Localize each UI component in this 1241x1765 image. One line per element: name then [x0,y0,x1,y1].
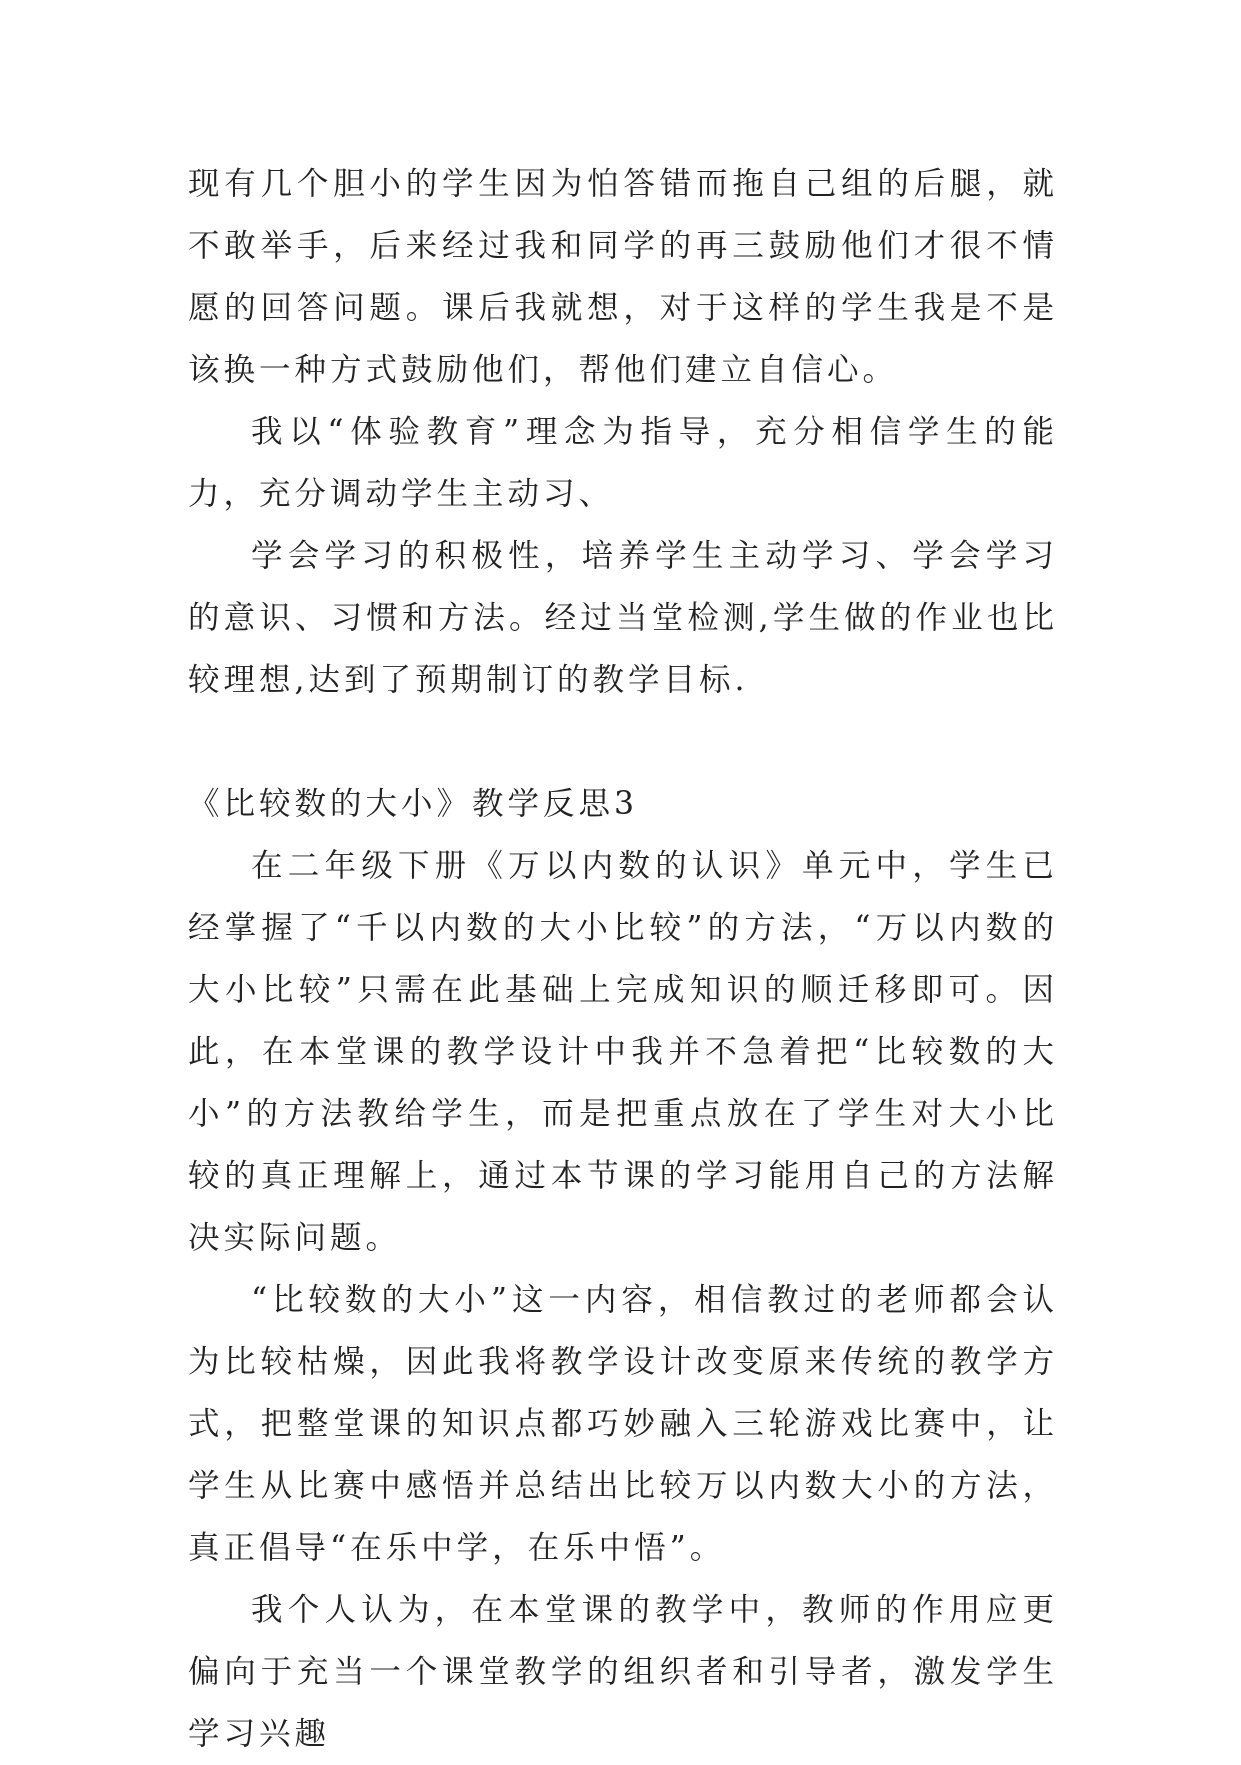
section-gap [188,711,1058,773]
section-title: 《比较数的大小》教学反思3 [188,786,639,822]
paragraph-6: 我个人认为，在本堂课的教学中，教师的作用应更偏向于充当一个课堂教学的组织者和引导者，激发学生学习兴趣 [188,1592,1058,1752]
paragraph-3: 学会学习的积极性，培养学生主动学习、学会学习的意识、习惯和方法。经过当堂检测,学生做的作业也比较理想,达到了预期制订的教学目标. [188,538,1058,698]
paragraph-5: “比较数的大小”这一内容，相信教过的老师都会认为比较枯燥，因此我将教学设计改变原来传统的教学方式，把整堂课的知识点都巧妙融入三轮游戏比赛中，让学生从比赛中感悟并总结出比较万以内数大小的方法，真正倡导“在乐中学，在乐中悟”。 [188,1282,1058,1566]
document-body [188,153,1058,1765]
paragraph-1: 现有几个胆小的学生因为怕答错而拖自己组的后腿，就不敢举手，后来经过我和同学的再三鼓励他们才很不情愿的回答问题。课后我就想，对于这样的学生我是不是该换一种方式鼓励他们，帮他们建立自信心。 [188,166,1058,388]
paragraph-4: 在二年级下册《万以内数的认识》单元中，学生已经掌握了“千以内数的大小比较”的方法，“万以内数的大小比较”只需在此基础上完成知识的顺迁移即可。因此，在本堂课的教学设计中我并不急着把“比较数的大小”的方法教给学生，而是把重点放在了学生对大小比较的真正理解上，通过本节课的学习能用自己的方法解决实际问题。 [188,848,1058,1256]
paragraph-2: 我以“体验教育”理念为指导，充分相信学生的能力，充分调动学生主动习、 [188,414,1058,512]
